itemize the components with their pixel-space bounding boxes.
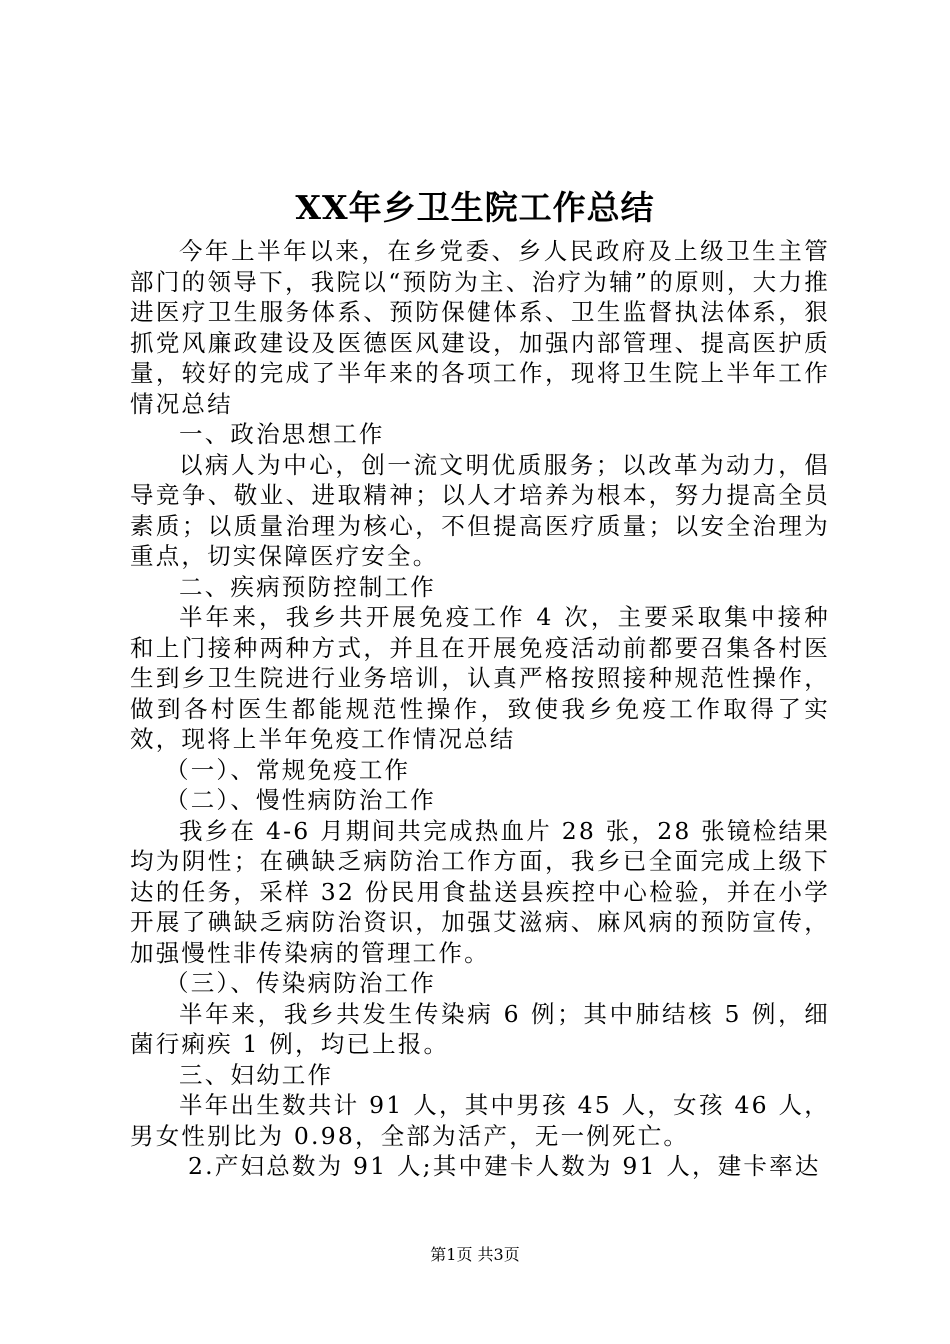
section-heading-politics: 一、政治思想工作 [179,420,385,448]
document-title: XX年乡卫生院工作总结 [295,188,655,227]
paragraph-intro: 今年上半年以来，在乡党委、乡人民政府及上级卫生主管部门的领导下，我院以“预防为主、治疗为辅”的原则，大力推进医疗卫生服务体系、预防保健体系、卫生监督执法体系，狠抓党风廉政建设及医德医风建设，加强内部管理、提高医护质量，较好的完成了半年来的各项工作，现将卫生院上半年工作情况总结 [130,237,830,418]
subheading-infectious-disease: （三）、传染病防治工作 [165,969,436,997]
page-footer: 第1页 共3页 [430,1245,520,1264]
paragraph-chronic-disease: 我乡在 4-6 月期间共完成热血片 28 张，28 张镜检结果均为阴性；在碘缺乏病防治工作方面，我乡已全面完成上级下达的任务，采样 32 份民用食盐送县疾控中心检验，并在小学开展了碘缺乏病防治资识，加强艾滋病、麻风病的预防宣传，加强慢性非传染病的管理工作。 [130,816,830,967]
subheading-routine-immunization: （一）、常规免疫工作 [165,755,411,784]
paragraph-infectious-disease: 半年来，我乡共发生传染病 6 例；其中肺结核 5 例，细菌行痢疾 1 例，均已上报。 [130,999,830,1058]
paragraph-immunization: 半年来，我乡共开展免疫工作 4 次，主要采取集中接种和上门接种两种方式，并且在开展免疫活动前都要召集各村医生到乡卫生院进行业务培训，认真严格按照接种规范性操作，做到各村医生都能规范性操作，致使我乡免疫工作取得了实效，现将上半年免疫工作情况总结 [130,603,830,753]
paragraph-politics: 以病人为中心，创一流文明优质服务；以改革为动力，倡导竞争、敬业、进取精神；以人才培养为根本，努力提高全员素质；以质量治理为核心，不但提高医疗质量；以安全治理为重点，切实保障医疗安全。 [130,450,830,570]
subheading-chronic-disease: （二）、慢性病防治工作 [165,786,436,814]
section-heading-maternal-child: 三、妇幼工作 [179,1060,334,1089]
paragraph-maternal-records: 2.产妇总数为 91 人;其中建卡人数为 91 人，建卡率达 [188,1152,821,1180]
document-body [130,236,830,1182]
paragraph-births: 半年出生数共计 91 人，其中男孩 45 人，女孩 46 人，男女性别比为 0.98，全部为活产，无一例死亡。 [130,1091,830,1150]
section-heading-disease-control: 二、疾病预防控制工作 [179,572,436,601]
